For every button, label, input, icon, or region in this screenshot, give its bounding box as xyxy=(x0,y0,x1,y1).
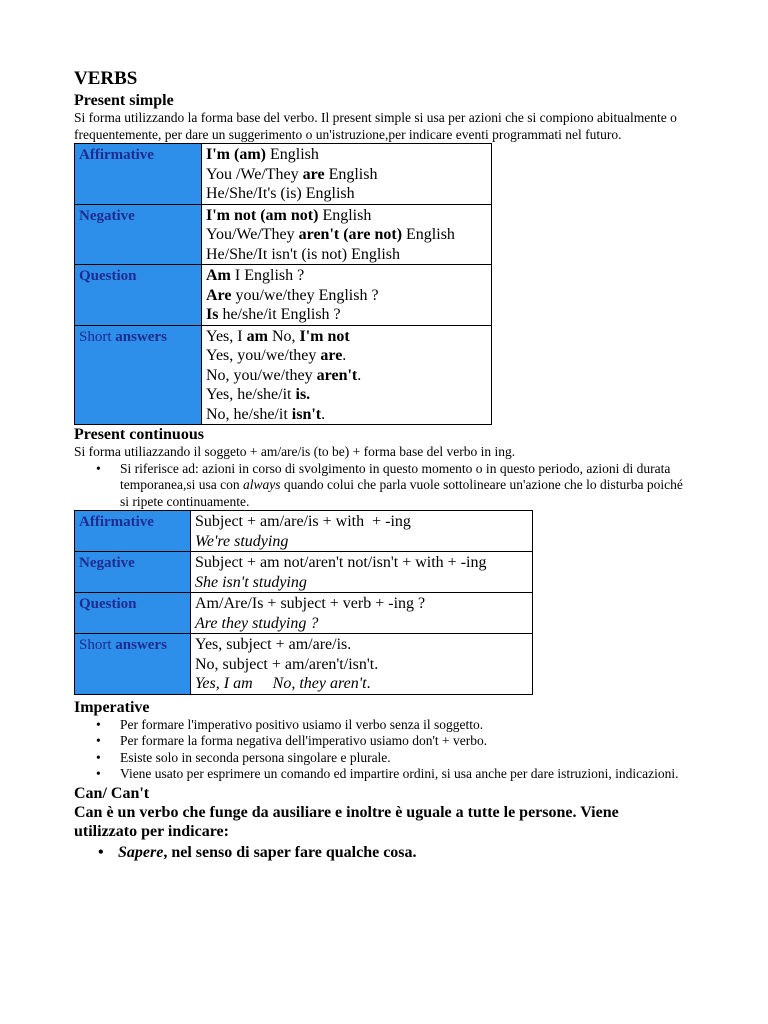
list-item xyxy=(74,750,694,767)
present-simple-table xyxy=(74,143,492,425)
row-label: Affirmative xyxy=(75,144,202,205)
text-segment: Subject + am/are/is + with + -ing xyxy=(195,513,411,530)
list-item xyxy=(74,461,694,511)
value-line xyxy=(195,674,528,694)
text-segment: English xyxy=(265,146,319,163)
text-segment: Yes, subject + am/are/is. xyxy=(195,636,352,653)
value-line xyxy=(195,573,528,593)
text-segment: English xyxy=(324,165,378,183)
text-segment: I'm (am) xyxy=(206,146,266,163)
row-label: Negative xyxy=(75,552,191,593)
text-segment: . xyxy=(366,675,371,692)
bullet-icon: • xyxy=(96,733,101,748)
value-line xyxy=(195,635,528,655)
text-segment: No, subject + am/aren't/isn't. xyxy=(195,655,379,673)
bullet-text: , nel senso di saper fare qualche cosa. xyxy=(163,843,417,861)
present-continuous-table xyxy=(74,510,533,695)
text-segment: She isn't studying xyxy=(195,573,307,591)
row-value xyxy=(191,593,533,634)
text-segment: . xyxy=(342,347,347,364)
bullet-icon: • xyxy=(96,766,101,781)
value-line xyxy=(206,266,487,286)
row-label: Question xyxy=(75,593,191,634)
can-bullets xyxy=(74,843,694,863)
row-label-part: Short xyxy=(79,637,116,653)
row-value xyxy=(191,552,533,593)
text-segment: He/She/It isn't (is not) English xyxy=(206,245,400,263)
row-label-part: answers xyxy=(115,637,167,653)
value-line xyxy=(206,385,487,405)
value-line xyxy=(206,286,487,306)
text-segment: English xyxy=(318,206,372,224)
row-value xyxy=(202,144,492,205)
bullet-icon: • xyxy=(98,843,104,861)
text-segment: am xyxy=(246,327,268,345)
row-value xyxy=(202,265,492,326)
text-segment: aren't (are not) xyxy=(298,226,403,243)
row-value xyxy=(202,325,492,425)
text-segment: Yes, you/we/they xyxy=(206,347,321,364)
value-line xyxy=(206,145,487,165)
list-item xyxy=(74,843,694,863)
text-segment: You /We/They xyxy=(206,165,303,183)
bullet-icon: • xyxy=(96,460,101,476)
bullet-emphasis: always xyxy=(242,477,281,492)
table-row xyxy=(75,144,492,205)
text-segment: No, you/we/they xyxy=(206,366,317,384)
list-item xyxy=(74,766,694,783)
text-segment: Yes, I xyxy=(206,327,247,345)
value-line xyxy=(195,553,528,573)
text-segment: are xyxy=(320,347,343,364)
text-segment: He/She/It's (is) English xyxy=(206,185,355,202)
table-row xyxy=(75,265,492,326)
text-segment: he/she/it English ? xyxy=(218,306,341,323)
text-segment: English xyxy=(402,226,455,243)
row-value xyxy=(191,511,533,552)
text-segment: Is xyxy=(206,306,219,323)
present-continuous-bullets xyxy=(74,461,694,511)
text-segment: you/we/they English ? xyxy=(231,286,379,304)
row-label: Question xyxy=(75,265,202,326)
imperative-heading: Imperative xyxy=(74,698,150,716)
text-segment: Am/Are/Is + subject + verb + -ing ? xyxy=(195,595,426,612)
value-line xyxy=(206,366,487,386)
text-segment: No, he/she/it xyxy=(206,405,292,423)
value-line xyxy=(206,206,487,226)
text-segment: Are they studying ? xyxy=(195,614,319,632)
text-segment: I'm not xyxy=(299,327,350,345)
bullet-text: Esiste solo in seconda persona singolare e plurale. xyxy=(120,749,391,765)
text-segment: You/We/They xyxy=(206,226,299,243)
text-segment: No, xyxy=(267,327,300,345)
value-line xyxy=(206,346,487,366)
text-segment: . xyxy=(357,366,362,384)
value-line xyxy=(195,512,528,532)
value-line xyxy=(206,305,487,325)
bullet-text-continued: quando colui che parla vuole sottolineare un'azione che lo disturba poiché si ripete continuamente. xyxy=(120,477,683,509)
text-segment: aren't xyxy=(316,366,358,384)
row-value xyxy=(202,204,492,265)
text-segment: is. xyxy=(295,386,311,403)
text-segment: Yes, he/she/it xyxy=(206,386,296,403)
list-item xyxy=(74,733,694,750)
value-line xyxy=(195,594,528,614)
list-item xyxy=(74,717,694,734)
present-continuous-intro: Si forma utiliazzando il soggeto + am/are/is (to be) + forma base del verbo in ing. xyxy=(74,444,516,459)
bullet-emphasis: Sapere xyxy=(118,843,164,861)
row-label xyxy=(75,634,191,695)
text-segment: Are xyxy=(206,286,232,304)
row-label-part: answers xyxy=(115,328,167,345)
bullet-icon: • xyxy=(96,716,101,732)
can-intro: Can è un verbo che funge da ausiliare e inoltre è uguale a tutte le persone. Viene utilizzato per indicare: xyxy=(74,803,619,840)
bullet-text: Per formare la forma negativa dell'imperativo usiamo don't + verbo. xyxy=(120,733,488,748)
table-row xyxy=(75,325,492,425)
row-value xyxy=(191,634,533,695)
row-label xyxy=(75,325,202,425)
bullet-text: Viene usato per esprimere un comando ed impartire ordini, si usa anche per dare istruzioni, indicazioni. xyxy=(120,766,679,781)
value-line xyxy=(195,532,528,552)
value-line xyxy=(195,655,528,675)
text-segment: . xyxy=(321,405,326,423)
table-row xyxy=(75,511,533,552)
text-segment: are xyxy=(302,165,325,183)
can-heading: Can/ Can't xyxy=(74,784,150,802)
table-row xyxy=(75,634,533,695)
table-row xyxy=(75,552,533,593)
text-segment: I'm not (am not) xyxy=(206,206,319,224)
present-simple-heading: Present simple xyxy=(74,92,174,109)
present-simple-intro: Si forma utilizzando la forma base del verbo. Il present simple si usa per azioni che si compiono abitualmente o frequentemente, per dare un suggerimento o un'istruzione,per indicare eventi programmati nel futuro. xyxy=(74,110,677,142)
text-segment: Am xyxy=(206,267,231,284)
bullet-text: Per formare l'imperativo positivo usiamo il verbo senza il soggetto. xyxy=(120,716,484,732)
text-segment: Yes, I am No, they aren't xyxy=(195,675,367,692)
value-line xyxy=(206,184,487,204)
value-line xyxy=(206,225,487,245)
value-line xyxy=(206,405,487,425)
table-row xyxy=(75,593,533,634)
value-line xyxy=(206,245,487,265)
text-segment: We're studying xyxy=(195,532,289,550)
present-continuous-heading: Present continuous xyxy=(74,426,204,443)
imperative-bullets xyxy=(74,717,694,783)
row-label: Negative xyxy=(75,204,202,265)
bullet-icon: • xyxy=(96,749,101,765)
text-segment: isn't xyxy=(291,405,322,423)
row-label: Affirmative xyxy=(75,511,191,552)
document-page xyxy=(74,68,694,863)
text-segment: I English ? xyxy=(230,267,305,284)
value-line xyxy=(206,327,487,347)
value-line xyxy=(195,614,528,634)
bullet-text: Si riferisce ad: azioni in corso di svolgimento in questo momento o in questo periodo, azioni di durata temporanea,si usa con xyxy=(120,460,671,492)
table-row xyxy=(75,204,492,265)
row-label-part: Short xyxy=(79,328,116,345)
value-line xyxy=(206,165,487,185)
text-segment: Subject + am not/aren't not/isn't + with + -ing xyxy=(195,554,487,571)
page-title: VERBS xyxy=(74,68,138,89)
